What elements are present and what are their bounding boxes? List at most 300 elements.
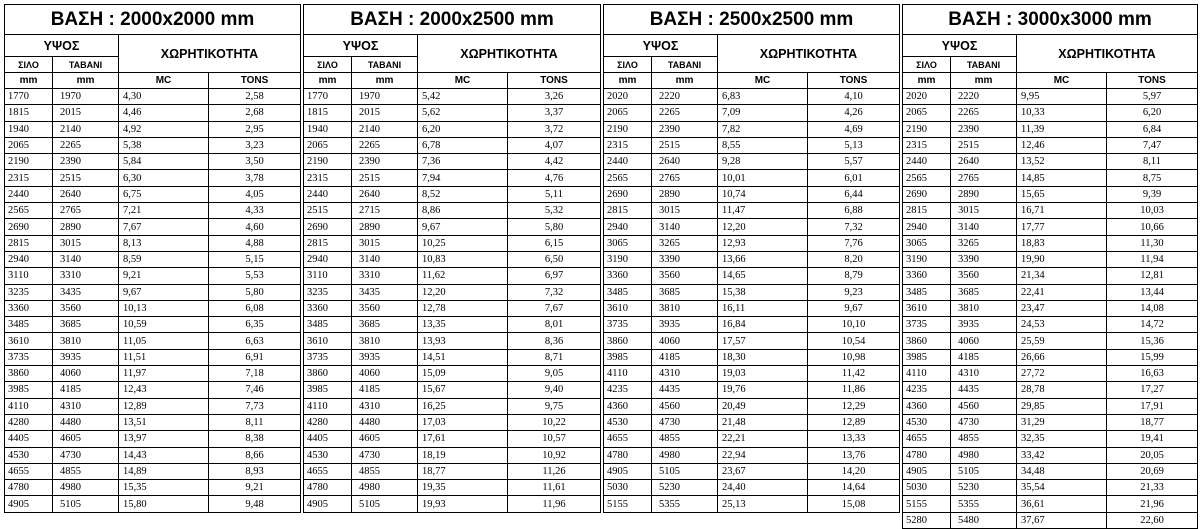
capacity-tons-cell: 5,32	[508, 203, 601, 219]
capacity-tons-cell: 9,40	[508, 382, 601, 398]
capacity-tons-cell: 10,10	[808, 317, 900, 333]
silo-height-cell: 3235	[304, 284, 352, 300]
capacity-mc-cell: 14,89	[119, 463, 209, 479]
capacity-header: ΧΩΡΗΤΙΚΟΤΗΤΑ	[1017, 35, 1198, 73]
capacity-mc-cell: 18,83	[1017, 235, 1107, 251]
capacity-tons-cell: 12,29	[808, 398, 900, 414]
table-row	[604, 382, 900, 398]
silo-height-cell: 4780	[304, 480, 352, 496]
floor-height-cell: 1970	[53, 89, 119, 105]
floor-height-cell: 5230	[951, 480, 1017, 496]
floor-height-cell: 5355	[951, 496, 1017, 512]
capacity-mc-cell: 12,46	[1017, 137, 1107, 153]
floor-height-cell: 4310	[352, 398, 418, 414]
capacity-tons-cell: 15,08	[808, 496, 900, 512]
floor-height-cell: 2640	[352, 186, 418, 202]
capacity-tons-cell: 8,36	[508, 333, 601, 349]
floor-height-cell: 2015	[53, 105, 119, 121]
table-row	[903, 300, 1198, 316]
floor-height-cell: 4060	[652, 333, 718, 349]
floor-height-cell: 4730	[53, 447, 119, 463]
silo-height-cell: 4360	[604, 398, 652, 414]
capacity-tons-cell: 13,44	[1107, 284, 1198, 300]
capacity-tons-cell: 14,64	[808, 480, 900, 496]
table-row	[604, 137, 900, 153]
capacity-tons-cell: 7,18	[209, 366, 301, 382]
capacity-tons-cell: 16,63	[1107, 366, 1198, 382]
floor-height-cell: 4480	[352, 414, 418, 430]
capacity-mc-cell: 20,49	[718, 398, 808, 414]
capacity-tons-cell: 6,08	[209, 300, 301, 316]
floor-height-cell: 3140	[352, 251, 418, 267]
capacity-tons-cell: 12,81	[1107, 268, 1198, 284]
capacity-mc-cell: 5,62	[418, 105, 508, 121]
capacity-mc-cell: 10,01	[718, 170, 808, 186]
unit-mm-header: mm	[951, 73, 1017, 89]
height-header: ΥΨΟΣ	[903, 35, 1017, 57]
capacity-mc-cell: 11,97	[119, 366, 209, 382]
table-row	[304, 137, 601, 153]
floor-height-cell: 4310	[652, 366, 718, 382]
capacity-tons-cell: 7,67	[508, 300, 601, 316]
capacity-tons-cell: 8,75	[1107, 170, 1198, 186]
silo-height-cell: 1940	[5, 121, 53, 137]
capacity-tons-cell: 6,97	[508, 268, 601, 284]
capacity-tons-cell: 3,72	[508, 121, 601, 137]
capacity-mc-cell: 5,42	[418, 89, 508, 105]
capacity-tons-cell: 15,99	[1107, 349, 1198, 365]
capacity-tons-cell: 9,05	[508, 366, 601, 382]
table-row	[304, 219, 601, 235]
capacity-tons-cell: 8,66	[209, 447, 301, 463]
capacity-mc-cell: 12,89	[119, 398, 209, 414]
capacity-tons-cell: 7,76	[808, 235, 900, 251]
table-row	[604, 333, 900, 349]
silo-height-cell: 2440	[304, 186, 352, 202]
silo-height-cell: 3360	[604, 268, 652, 284]
table-row	[5, 121, 301, 137]
capacity-mc-cell: 19,35	[418, 480, 508, 496]
capacity-mc-cell: 19,90	[1017, 251, 1107, 267]
floor-height-cell: 3140	[53, 251, 119, 267]
table-row	[604, 366, 900, 382]
capacity-mc-cell: 7,67	[119, 219, 209, 235]
floor-height-cell: 4605	[352, 431, 418, 447]
capacity-mc-cell: 18,30	[718, 349, 808, 365]
table-row	[903, 480, 1198, 496]
capacity-mc-cell: 14,43	[119, 447, 209, 463]
floor-height-cell: 2515	[53, 170, 119, 186]
table-row	[903, 431, 1198, 447]
capacity-mc-cell: 6,75	[119, 186, 209, 202]
floor-height-cell: 4310	[53, 398, 119, 414]
capacity-tons-cell: 4,42	[508, 154, 601, 170]
silo-height-cell: 4530	[5, 447, 53, 463]
floor-height-cell: 2015	[352, 105, 418, 121]
table-row	[304, 349, 601, 365]
unit-mc-header: MC	[418, 73, 508, 89]
capacity-mc-cell: 11,39	[1017, 121, 1107, 137]
capacity-tons-cell: 3,50	[209, 154, 301, 170]
table-title: ΒΑΣΗ : 3000x3000 mm	[903, 5, 1198, 35]
capacity-mc-cell: 7,21	[119, 203, 209, 219]
table-row	[5, 463, 301, 479]
capacity-mc-cell: 14,65	[718, 268, 808, 284]
table-row	[903, 154, 1198, 170]
table-row	[604, 186, 900, 202]
table-row	[304, 235, 601, 251]
silo-height-cell: 4780	[903, 447, 951, 463]
capacity-tons-cell: 21,96	[1107, 496, 1198, 512]
floor-height-cell: 3685	[352, 317, 418, 333]
capacity-mc-cell: 8,59	[119, 251, 209, 267]
table-row	[903, 268, 1198, 284]
silo-height-cell: 5155	[604, 496, 652, 512]
capacity-tons-cell: 12,89	[808, 414, 900, 430]
table-title: ΒΑΣΗ : 2500x2500 mm	[604, 5, 900, 35]
silo-height-cell: 4110	[903, 366, 951, 382]
table-row	[5, 431, 301, 447]
floor-height-cell: 4060	[352, 366, 418, 382]
table-row	[304, 317, 601, 333]
capacity-tons-cell: 14,08	[1107, 300, 1198, 316]
unit-mm-header: mm	[604, 73, 652, 89]
floor-height-cell: 3435	[352, 284, 418, 300]
silo-height-cell: 3860	[5, 366, 53, 382]
silo-height-cell: 3610	[604, 300, 652, 316]
capacity-mc-cell: 36,61	[1017, 496, 1107, 512]
floor-height-cell: 4980	[652, 447, 718, 463]
silo-height-cell: 3485	[5, 317, 53, 333]
silo-height-cell: 3860	[604, 333, 652, 349]
table-row	[604, 349, 900, 365]
capacity-tons-cell: 9,23	[808, 284, 900, 300]
floor-header: ΤΑΒΑΝΙ	[53, 57, 119, 73]
floor-height-cell: 4730	[652, 414, 718, 430]
floor-height-cell: 4605	[53, 431, 119, 447]
silo-height-cell: 3735	[304, 349, 352, 365]
capacity-mc-cell: 35,54	[1017, 480, 1107, 496]
capacity-tons-cell: 10,03	[1107, 203, 1198, 219]
silo-height-cell: 2940	[5, 251, 53, 267]
capacity-tons-cell: 8,79	[808, 268, 900, 284]
capacity-tons-cell: 8,11	[1107, 154, 1198, 170]
floor-height-cell: 2890	[652, 186, 718, 202]
silo-height-cell: 2565	[5, 203, 53, 219]
capacity-tons-cell: 6,15	[508, 235, 601, 251]
capacity-mc-cell: 19,03	[718, 366, 808, 382]
capacity-mc-cell: 8,55	[718, 137, 808, 153]
capacity-mc-cell: 14,51	[418, 349, 508, 365]
silo-height-cell: 3110	[304, 268, 352, 284]
capacity-mc-cell: 13,51	[119, 414, 209, 430]
table-row	[903, 447, 1198, 463]
table-row	[5, 382, 301, 398]
table-row	[304, 398, 601, 414]
silo-height-cell: 2690	[5, 219, 53, 235]
capacity-tons-cell: 6,84	[1107, 121, 1198, 137]
silo-height-cell: 3360	[5, 300, 53, 316]
floor-height-cell: 4855	[53, 463, 119, 479]
silo-height-cell: 3985	[604, 349, 652, 365]
capacity-mc-cell: 17,03	[418, 414, 508, 430]
floor-height-cell: 5480	[951, 512, 1017, 528]
table-row	[304, 366, 601, 382]
capacity-tons-cell: 20,69	[1107, 463, 1198, 479]
table-row	[903, 349, 1198, 365]
silo-height-cell: 1815	[304, 105, 352, 121]
silo-height-cell: 4905	[903, 463, 951, 479]
capacity-mc-cell: 37,67	[1017, 512, 1107, 528]
capacity-mc-cell: 19,76	[718, 382, 808, 398]
capacity-tons-cell: 4,88	[209, 235, 301, 251]
floor-height-cell: 2220	[951, 89, 1017, 105]
floor-header: ΤΑΒΑΝΙ	[652, 57, 718, 73]
table-row	[5, 89, 301, 105]
silo-height-cell: 4280	[304, 414, 352, 430]
silo-height-cell: 2690	[304, 219, 352, 235]
silo-height-cell: 2815	[5, 235, 53, 251]
table-row	[903, 333, 1198, 349]
capacity-tons-cell: 7,73	[209, 398, 301, 414]
silo-height-cell: 5155	[903, 496, 951, 512]
capacity-mc-cell: 10,83	[418, 251, 508, 267]
table-row	[604, 284, 900, 300]
table-row	[5, 203, 301, 219]
silo-height-cell: 4655	[304, 463, 352, 479]
capacity-mc-cell: 16,11	[718, 300, 808, 316]
capacity-mc-cell: 16,84	[718, 317, 808, 333]
floor-height-cell: 4060	[951, 333, 1017, 349]
table-row	[304, 414, 601, 430]
floor-height-cell: 3685	[53, 317, 119, 333]
floor-height-cell: 4060	[53, 366, 119, 382]
table-row	[903, 317, 1198, 333]
capacity-tons-cell: 8,20	[808, 251, 900, 267]
table-row	[304, 463, 601, 479]
capacity-mc-cell: 14,85	[1017, 170, 1107, 186]
floor-height-cell: 3810	[53, 333, 119, 349]
capacity-mc-cell: 18,19	[418, 447, 508, 463]
silo-height-cell: 3985	[903, 349, 951, 365]
capacity-tons-cell: 7,32	[508, 284, 601, 300]
table-title: ΒΑΣΗ : 2000x2500 mm	[304, 5, 601, 35]
table-row	[5, 137, 301, 153]
silo-height-cell: 2690	[903, 186, 951, 202]
capacity-mc-cell: 10,25	[418, 235, 508, 251]
silo-height-cell: 4235	[604, 382, 652, 398]
capacity-mc-cell: 22,94	[718, 447, 808, 463]
floor-height-cell: 3560	[652, 268, 718, 284]
floor-height-cell: 4185	[53, 382, 119, 398]
floor-height-cell: 3560	[53, 300, 119, 316]
floor-height-cell: 3140	[951, 219, 1017, 235]
unit-mm-header: mm	[652, 73, 718, 89]
table-row	[304, 105, 601, 121]
capacity-mc-cell: 23,47	[1017, 300, 1107, 316]
capacity-tons-cell: 8,01	[508, 317, 601, 333]
silo-height-cell: 1770	[5, 89, 53, 105]
table-row	[903, 366, 1198, 382]
capacity-mc-cell: 6,83	[718, 89, 808, 105]
capacity-mc-cell: 6,20	[418, 121, 508, 137]
table-row	[5, 414, 301, 430]
capacity-mc-cell: 7,82	[718, 121, 808, 137]
capacity-mc-cell: 10,13	[119, 300, 209, 316]
capacity-tons-cell: 7,47	[1107, 137, 1198, 153]
table-row	[304, 154, 601, 170]
silo-height-cell: 4655	[604, 431, 652, 447]
capacity-tons-cell: 8,71	[508, 349, 601, 365]
floor-height-cell: 3810	[652, 300, 718, 316]
table-row	[604, 121, 900, 137]
silo-height-cell: 4530	[604, 414, 652, 430]
floor-height-cell: 3390	[951, 251, 1017, 267]
capacity-mc-cell: 12,20	[718, 219, 808, 235]
silo-height-cell: 4905	[304, 496, 352, 512]
capacity-mc-cell: 7,09	[718, 105, 808, 121]
capacity-mc-cell: 16,25	[418, 398, 508, 414]
capacity-tons-cell: 15,36	[1107, 333, 1198, 349]
table-row	[604, 268, 900, 284]
capacity-mc-cell: 8,52	[418, 186, 508, 202]
unit-mm-header: mm	[5, 73, 53, 89]
capacity-tons-cell: 7,46	[209, 382, 301, 398]
floor-height-cell: 3935	[352, 349, 418, 365]
capacity-mc-cell: 5,38	[119, 137, 209, 153]
capacity-mc-cell: 15,38	[718, 284, 808, 300]
capacity-tons-cell: 4,05	[209, 186, 301, 202]
floor-height-cell: 2640	[652, 154, 718, 170]
silo-height-cell: 4780	[604, 447, 652, 463]
floor-height-cell: 4730	[951, 414, 1017, 430]
silo-height-cell: 4655	[5, 463, 53, 479]
table-row	[5, 333, 301, 349]
capacity-mc-cell: 10,33	[1017, 105, 1107, 121]
capacity-mc-cell: 12,78	[418, 300, 508, 316]
table-row	[304, 251, 601, 267]
table-row	[604, 431, 900, 447]
capacity-tons-cell: 9,67	[808, 300, 900, 316]
capacity-mc-cell: 7,36	[418, 154, 508, 170]
table-row	[5, 219, 301, 235]
capacity-mc-cell: 17,61	[418, 431, 508, 447]
silo-height-cell: 3065	[604, 235, 652, 251]
floor-height-cell: 2765	[951, 170, 1017, 186]
floor-height-cell: 2640	[951, 154, 1017, 170]
floor-height-cell: 4310	[951, 366, 1017, 382]
table-row	[5, 235, 301, 251]
capacity-mc-cell: 33,42	[1017, 447, 1107, 463]
floor-height-cell: 2890	[352, 219, 418, 235]
floor-height-cell: 5355	[652, 496, 718, 512]
unit-mm-header: mm	[352, 73, 418, 89]
capacity-tons-cell: 8,93	[209, 463, 301, 479]
silo-height-cell: 1815	[5, 105, 53, 121]
floor-height-cell: 4560	[652, 398, 718, 414]
capacity-mc-cell: 11,47	[718, 203, 808, 219]
capacity-tons-cell: 4,60	[209, 219, 301, 235]
table-row	[903, 235, 1198, 251]
capacity-header: ΧΩΡΗΤΙΚΟΤΗΤΑ	[718, 35, 900, 73]
unit-tons-header: TONS	[808, 73, 900, 89]
silo-height-cell: 4905	[5, 496, 53, 512]
table-row	[304, 447, 601, 463]
capacity-mc-cell: 25,13	[718, 496, 808, 512]
silo-header: ΣΙΛΟ	[304, 57, 352, 73]
table-row	[604, 463, 900, 479]
capacity-mc-cell: 26,66	[1017, 349, 1107, 365]
floor-height-cell: 4185	[652, 349, 718, 365]
capacity-tons-cell: 6,91	[209, 349, 301, 365]
floor-height-cell: 5105	[53, 496, 119, 512]
table-row	[304, 431, 601, 447]
floor-header: ΤΑΒΑΝΙ	[352, 57, 418, 73]
capacity-table	[4, 4, 301, 513]
floor-height-cell: 2390	[951, 121, 1017, 137]
floor-height-cell: 4560	[951, 398, 1017, 414]
floor-height-cell: 5105	[652, 463, 718, 479]
table-row	[304, 496, 601, 512]
floor-height-cell: 4480	[53, 414, 119, 430]
capacity-tons-cell: 20,05	[1107, 447, 1198, 463]
silo-height-cell: 3360	[903, 268, 951, 284]
floor-height-cell: 4980	[951, 447, 1017, 463]
floor-height-cell: 2265	[53, 137, 119, 153]
floor-height-cell: 2140	[352, 121, 418, 137]
capacity-tons-cell: 10,66	[1107, 219, 1198, 235]
table-row	[903, 137, 1198, 153]
table-row	[304, 333, 601, 349]
capacity-mc-cell: 11,51	[119, 349, 209, 365]
capacity-mc-cell: 31,29	[1017, 414, 1107, 430]
silo-height-cell: 2940	[304, 251, 352, 267]
table-row	[5, 398, 301, 414]
floor-height-cell: 4980	[53, 480, 119, 496]
silo-height-cell: 2190	[903, 121, 951, 137]
silo-height-cell: 4530	[304, 447, 352, 463]
silo-height-cell: 2315	[5, 170, 53, 186]
table-row	[604, 89, 900, 105]
capacity-mc-cell: 32,35	[1017, 431, 1107, 447]
silo-height-cell: 4405	[304, 431, 352, 447]
capacity-tons-cell: 4,76	[508, 170, 601, 186]
table-row	[304, 480, 601, 496]
capacity-mc-cell: 9,95	[1017, 89, 1107, 105]
capacity-tons-cell: 9,75	[508, 398, 601, 414]
table-row	[903, 251, 1198, 267]
silo-height-cell: 3065	[903, 235, 951, 251]
silo-height-cell: 2515	[304, 203, 352, 219]
silo-height-cell: 2315	[304, 170, 352, 186]
capacity-mc-cell: 17,77	[1017, 219, 1107, 235]
capacity-tons-cell: 6,44	[808, 186, 900, 202]
silo-height-cell: 3485	[604, 284, 652, 300]
height-header: ΥΨΟΣ	[304, 35, 418, 57]
table-row	[903, 170, 1198, 186]
floor-height-cell: 2765	[53, 203, 119, 219]
capacity-tons-cell: 11,94	[1107, 251, 1198, 267]
floor-height-cell: 2890	[951, 186, 1017, 202]
capacity-tons-cell: 6,20	[1107, 105, 1198, 121]
table-row	[903, 89, 1198, 105]
silo-height-cell: 2940	[604, 219, 652, 235]
capacity-tons-cell: 11,42	[808, 366, 900, 382]
table-row	[5, 496, 301, 512]
capacity-header: ΧΩΡΗΤΙΚΟΤΗΤΑ	[119, 35, 301, 73]
capacity-mc-cell: 10,59	[119, 317, 209, 333]
capacity-tons-cell: 17,27	[1107, 382, 1198, 398]
